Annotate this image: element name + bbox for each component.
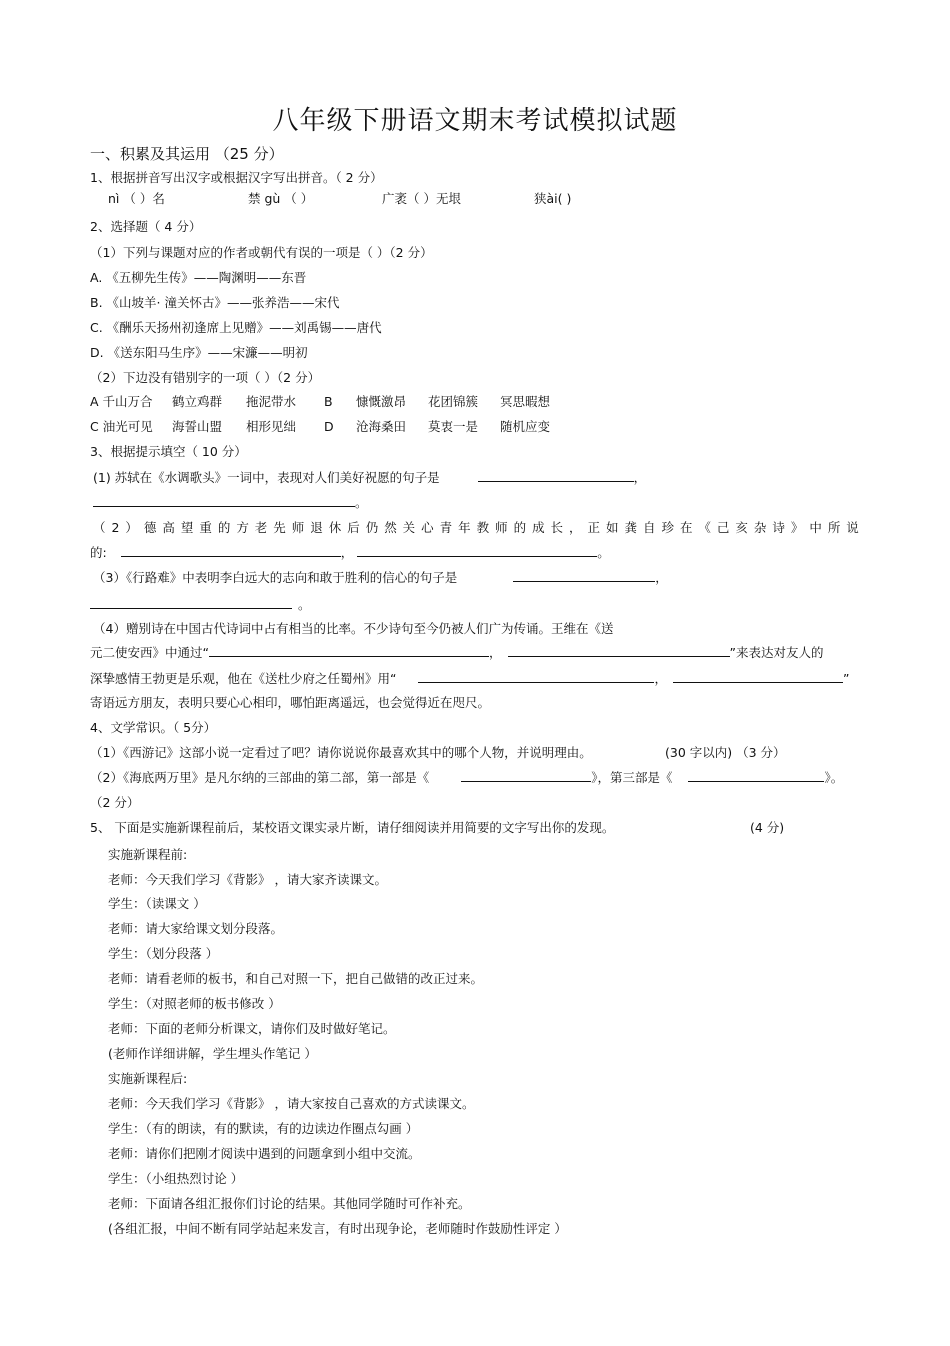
char: 师 xyxy=(291,520,305,535)
q2-row-a-cell: 冥思暇想 xyxy=(500,394,551,409)
q3-part2-lead: 的: xyxy=(90,545,107,560)
q3-part4-line2 xyxy=(90,645,823,661)
char: 休 xyxy=(328,520,342,535)
close-quote: ” xyxy=(843,671,850,686)
char: 诗 xyxy=(772,520,785,535)
char: 长 xyxy=(550,520,564,535)
char: 在 xyxy=(679,520,693,535)
answer-blank[interactable] xyxy=(93,495,355,507)
q3-part2-line2 xyxy=(90,545,610,561)
q2-option-b: B. 《山坡羊· 潼关怀古》——张养浩——宋代 xyxy=(90,295,340,310)
page-title: 八年级下册语文期末考试模拟试题 xyxy=(272,106,678,136)
char: 自 xyxy=(642,520,656,535)
comma: ， xyxy=(340,545,354,560)
q3-part2-spread xyxy=(93,520,859,536)
q2-stem: 2、选择题（ 4 分） xyxy=(90,219,202,234)
q3-part3 xyxy=(93,570,668,586)
q2-row-c-cell: 相形见绌 xyxy=(246,419,297,434)
char: ， xyxy=(569,520,582,535)
section-heading: 一、积累及其运用 （25 分） xyxy=(90,145,284,163)
q2-row-c-cell: C 油光可见 xyxy=(90,419,153,434)
dialog-line: 老师：请你们把刚才阅读中遇到的问题拿到小组中交流。 xyxy=(108,1146,421,1161)
comma: ， xyxy=(654,671,667,686)
answer-blank[interactable] xyxy=(673,671,843,683)
char: 心 xyxy=(421,520,434,535)
q3-part3-text: （3）《行路难》中表明李白远大的志向和敢于胜利的信心的句子是 xyxy=(93,570,458,585)
q2-row-c-cell: D xyxy=(324,419,334,434)
q4-sub2-mid: 》，第三部是《 xyxy=(591,770,673,785)
char: 己 xyxy=(716,520,730,535)
char: 如 xyxy=(606,520,619,535)
q2-row-a-cell: A 千山万合 xyxy=(90,394,153,409)
char: 老 xyxy=(254,520,268,535)
char: 退 xyxy=(310,520,323,535)
char: 高 xyxy=(162,520,175,535)
dialog-line: 老师：请看老师的板书，和自己对照一下，把自己做错的改正过来。 xyxy=(108,971,484,986)
char: 正 xyxy=(587,520,601,535)
q2-row-c-cell: 海誓山盟 xyxy=(172,419,223,434)
dialog-line: 老师：今天我们学习《背影》 ，请大家齐读课文。 xyxy=(108,872,387,887)
q2-row-a-cell: 鹤立鸡群 xyxy=(172,394,223,409)
answer-blank[interactable] xyxy=(121,545,341,557)
dialog-line: 学生：（划分段落 ） xyxy=(108,946,219,961)
q3-part4-tail: ”来表达对友人的 xyxy=(729,645,824,660)
q4-sub1-score: (30 字以内) （3 分） xyxy=(665,745,786,760)
answer-blank[interactable] xyxy=(209,645,489,657)
char: 中 xyxy=(809,520,822,535)
q4-sub2-end: 》。 xyxy=(824,770,844,785)
char: 成 xyxy=(532,520,545,535)
char: 《 xyxy=(698,520,711,535)
q3-part1 xyxy=(93,470,646,486)
q3-part4-text: 深挚感情王勃更是乐观，他在《送杜少府之任蜀州》用“ xyxy=(90,671,397,686)
answer-blank[interactable] xyxy=(478,470,634,482)
answer-blank[interactable] xyxy=(688,770,824,782)
q2-row-c-cell: 莫衷一是 xyxy=(428,419,479,434)
q2-row-a-cell: B xyxy=(324,394,333,409)
dialog-line: 老师：下面的老师分析课文，请你们及时做好笔记。 xyxy=(108,1021,396,1036)
char: 亥 xyxy=(735,520,748,535)
q4-sub2-score: （2 分） xyxy=(90,795,140,810)
char: 的 xyxy=(513,520,527,535)
comma: ， xyxy=(655,570,668,585)
q1-item: 禁 gù （ ） xyxy=(248,191,314,206)
q3-part3-line2 xyxy=(90,597,311,613)
char: 的 xyxy=(217,520,231,535)
q2-row-c-cell: 随机应变 xyxy=(500,419,551,434)
q3-part4-text: 元二使安西》中通过“ xyxy=(90,645,209,660)
period: 。 xyxy=(298,597,311,612)
q2-row-a-cell: 慷慨激昂 xyxy=(356,394,407,409)
char: 青 xyxy=(439,520,453,535)
char: 德 xyxy=(143,520,157,535)
char: 教 xyxy=(476,520,490,535)
q5-after-heading: 实施新课程后: xyxy=(108,1071,188,1086)
comma: ， xyxy=(633,470,647,485)
answer-blank[interactable] xyxy=(90,597,292,609)
period: 。 xyxy=(355,495,368,510)
dialog-line: 老师：请大家给课文划分段落。 xyxy=(108,921,284,936)
q3-part4-line3 xyxy=(90,671,849,687)
q2-option-d: D. 《送东阳马生序》——宋濂——明初 xyxy=(90,345,308,360)
char: 珍 xyxy=(661,520,674,535)
q3-stem: 3、根据提示填空（ 10 分） xyxy=(90,444,247,459)
q5-stem: 5、 下面是实施新课程前后，某校语文课实录片断，请仔细阅读并用简要的文字写出你的发现。 xyxy=(90,820,615,835)
char: 仍 xyxy=(365,520,379,535)
q2-row-a-cell: 拖泥带水 xyxy=(246,394,297,409)
answer-blank[interactable] xyxy=(508,645,730,657)
q2-sub1: （1）下列与课题对应的作者或朝代有误的一项是（ ）（2 分） xyxy=(90,245,433,260)
char: 先 xyxy=(273,520,286,535)
dialog-line: 学生：（小组热烈讨论 ） xyxy=(108,1171,244,1186)
char: 杂 xyxy=(753,520,767,535)
q1-stem: 1、根据拼音写出汉字或根据汉字写出拼音。（ 2 分） xyxy=(90,170,383,185)
char: 师 xyxy=(495,520,508,535)
char: 然 xyxy=(384,520,397,535)
q1-item: 狭ài( ) xyxy=(534,191,572,206)
dialog-line: (各组汇报，中间不断有同学站起来发言，有时出现争论，老师随时作鼓励性评定 ） xyxy=(108,1221,567,1236)
char: ） xyxy=(125,520,138,535)
q4-sub2-text: （2）《海底两万里》是凡尔纳的三部曲的第二部，第一部是《 xyxy=(90,770,430,785)
char: 重 xyxy=(199,520,212,535)
q3-part4-line1: （4）赠别诗在中国古代诗词中占有相当的比率。不少诗句至今仍被人们广为传诵。王维在《送 xyxy=(93,621,614,636)
q2-option-c: C. 《酬乐天扬州初逢席上见赠》——刘禹锡——唐代 xyxy=(90,320,382,335)
char: 龚 xyxy=(624,520,637,535)
q1-item: nì （ ）名 xyxy=(108,191,165,206)
q4-sub1: （1）《西游记》这部小说一定看过了吧？请你说说你最喜欢其中的哪个人物，并说明理由。 xyxy=(90,745,592,760)
q5-score: (4 分) xyxy=(750,820,785,835)
q3-part4-line4: 寄语远方朋友，表明只要心心相印，哪怕距离遥远，也会觉得近在咫尺。 xyxy=(90,695,491,710)
q5-before-heading: 实施新课程前: xyxy=(108,847,188,862)
char: 所 xyxy=(827,520,841,535)
dialog-line: 老师：今天我们学习《背影》 ，请大家按自己喜欢的方式读课文。 xyxy=(108,1096,475,1111)
char: （ xyxy=(93,520,106,535)
char: 年 xyxy=(458,520,471,535)
answer-blank[interactable] xyxy=(418,671,654,683)
q1-item: 广袤（ ）无垠 xyxy=(382,191,461,206)
q2-option-a: A. 《五柳先生传》——陶渊明——东晋 xyxy=(90,270,307,285)
char: 说 xyxy=(846,520,859,535)
dialog-line: 学生：（读课文 ） xyxy=(108,896,206,911)
period: 。 xyxy=(597,545,610,560)
char: 关 xyxy=(402,520,416,535)
answer-blank[interactable] xyxy=(461,770,591,782)
dialog-line: 老师：下面请各组汇报你们讨论的结果。其他同学随时可作补充。 xyxy=(108,1196,471,1211)
q2-sub2: （2）下边没有错别字的一项（ ）（2 分） xyxy=(90,370,321,385)
char: 望 xyxy=(180,520,194,535)
q4-stem: 4、文学常识。（ 5分） xyxy=(90,720,217,735)
comma: ， xyxy=(488,645,502,660)
answer-blank[interactable] xyxy=(513,570,655,582)
q3-part1-line2 xyxy=(93,495,368,511)
char: 》 xyxy=(790,520,804,535)
dialog-line: 学生：（对照老师的板书修改 ） xyxy=(108,996,281,1011)
q2-row-a-cell: 花团锦簇 xyxy=(428,394,479,409)
answer-blank[interactable] xyxy=(357,545,597,557)
dialog-line: 学生：（有的朗读，有的默读，有的边读边作圈点勾画 ） xyxy=(108,1121,419,1136)
dialog-line: (老师作详细讲解，学生埋头作笔记 ） xyxy=(108,1046,317,1061)
q4-sub2 xyxy=(90,770,843,786)
char: 后 xyxy=(347,520,360,535)
q2-row-c-cell: 沧海桑田 xyxy=(356,419,407,434)
char: 方 xyxy=(236,520,249,535)
char: 2 xyxy=(111,520,120,535)
q3-part1-text: (1) 苏轼在《水调歌头》一词中，表现对人们美好祝愿的句子是 xyxy=(93,470,440,485)
